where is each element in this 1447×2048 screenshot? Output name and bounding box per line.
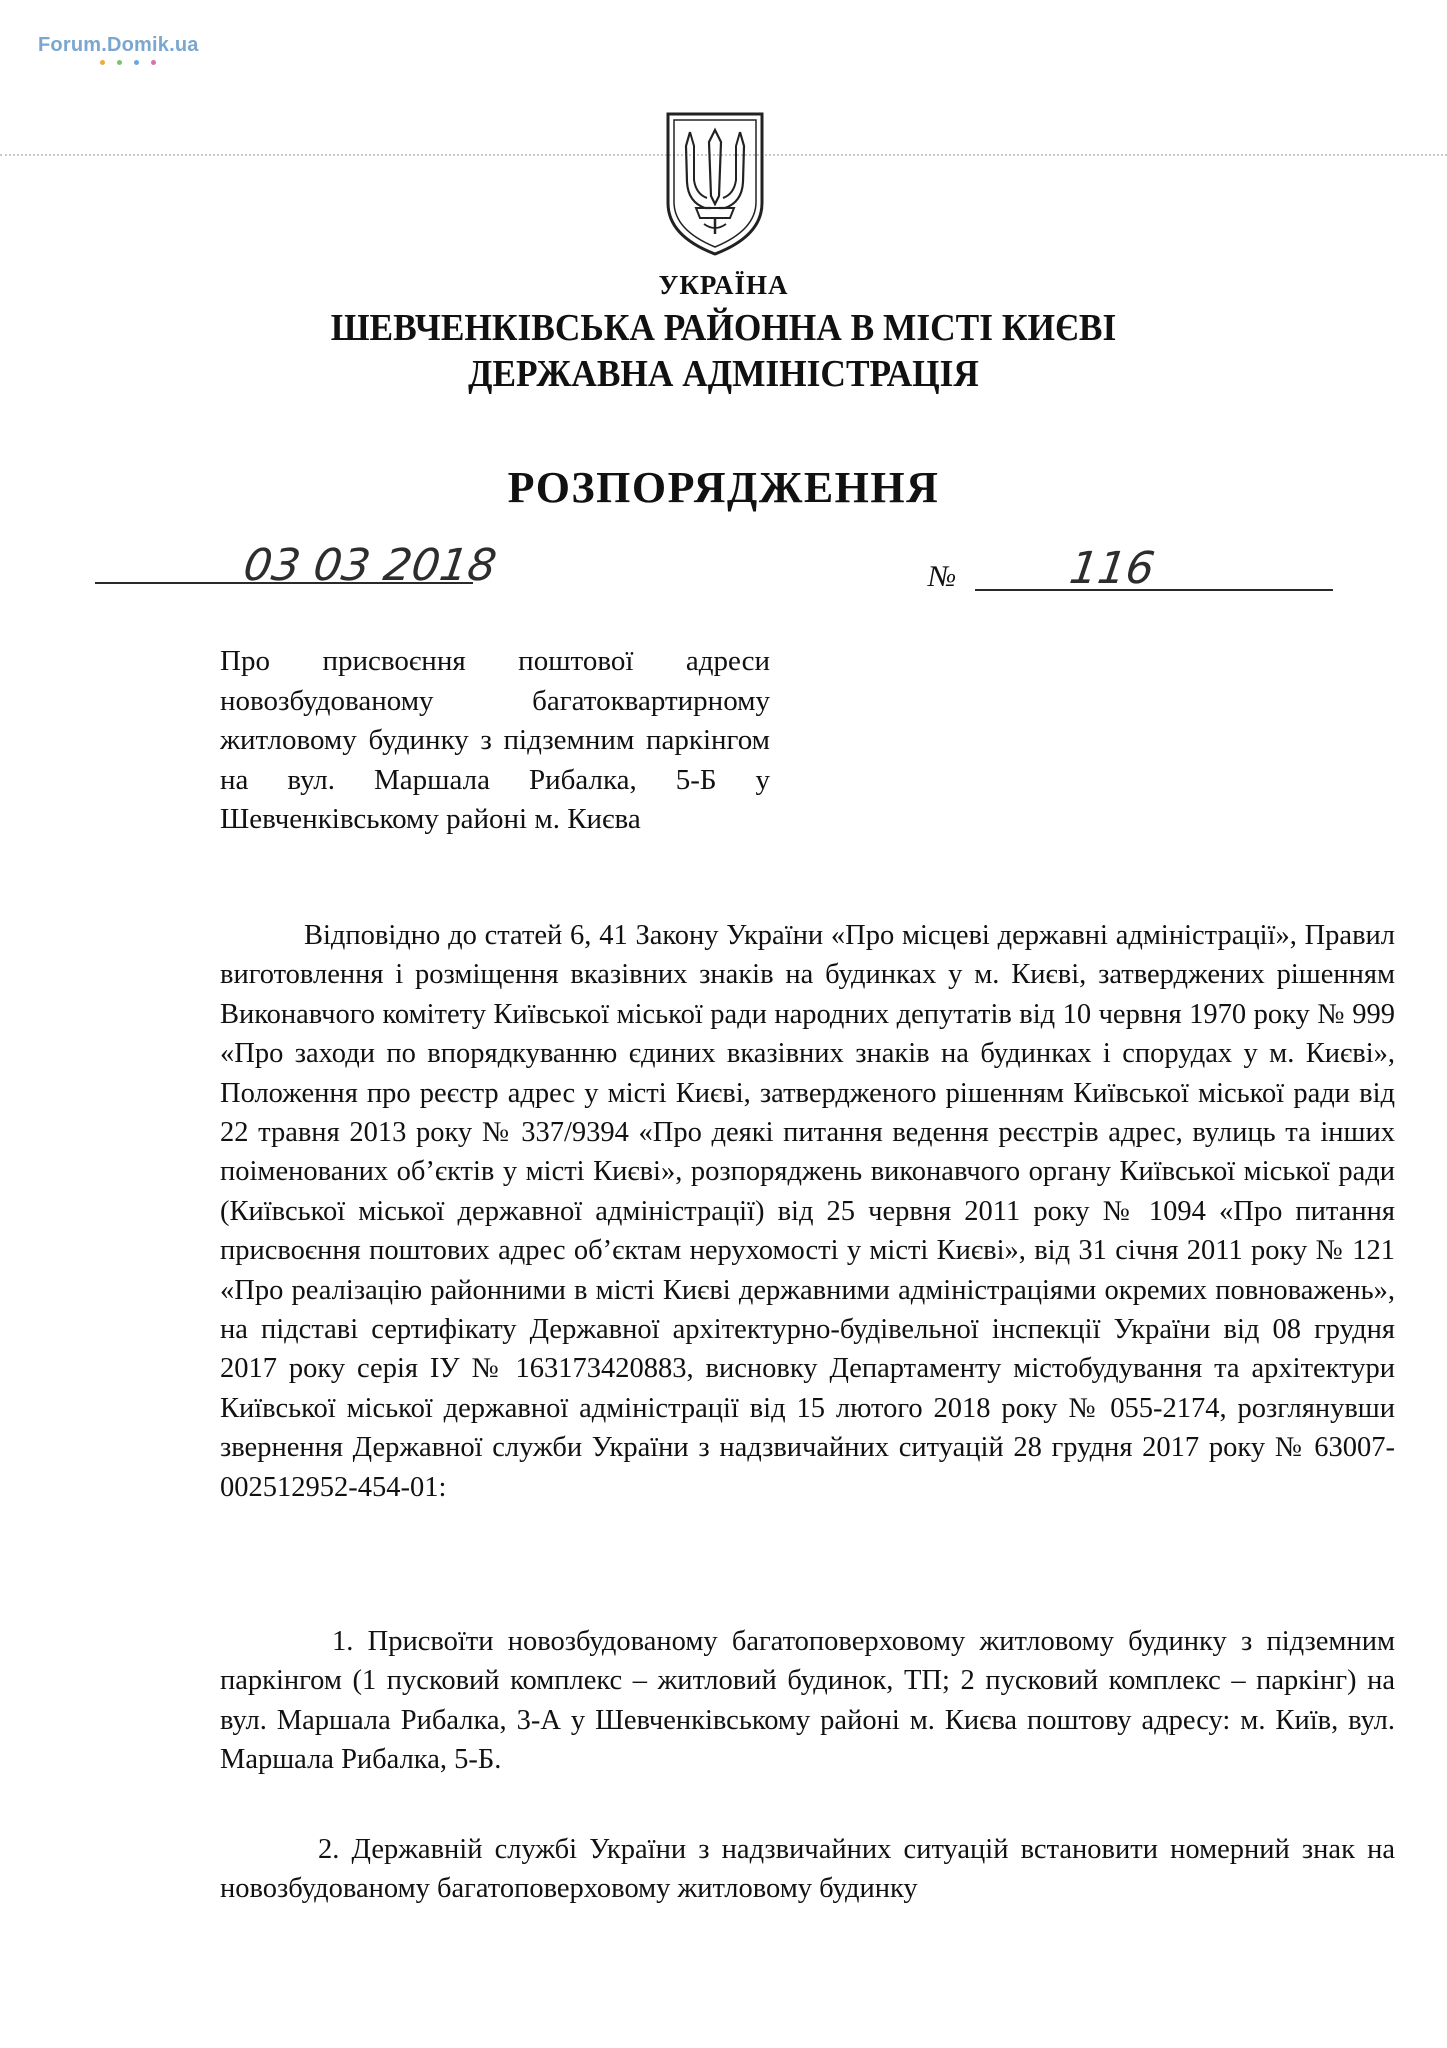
watermark-dots: [100, 60, 156, 65]
number-label: №: [928, 560, 957, 593]
document-subject: Про присвоєння поштової адреси новозбудованому багатоквартирному житловому будинку з підземним паркінгом на вул. Маршала Рибалка, 5-Б у Шевченківському районі м. Києва: [220, 645, 770, 835]
watermark-dot: [117, 60, 122, 65]
country-heading: УКРАЇНА: [658, 270, 789, 300]
watermark-dot: [151, 60, 156, 65]
preamble-paragraph: Відповідно до статей 6, 41 Закону України «Про місцеві державні адміністрації», Правил виготовлення і розміщення вказівних знаків на будинках у м. Києві, затверджених рішенням Виконавчого комітету Київської міської ради народних депутатів від 10 червня 1970 року № 999 «Про заходи по впорядкуванню єдиних вказівних знаків на будинках і спорудах у м. Києві», Положення про реєстр адрес у місті Києві, затвердженого рішенням Київської міської ради від 22 травня 2013 року № 337/9394 «Про деякі питання ведення реєстрів адрес, вулиць та інших поіменованих об’єктів у місті Києві», розпоряджень виконавчого органу Київської міської ради (Київської міської державної адміністрації) від 25 червня 2011 року № 1094 «Про питання присвоєння поштових адрес об’єктам нерухомості у місті Києві», від 31 січня 2011 року № 121 «Про реалізацію районними в місті Києві державними адміністраціями окремих повноважень», на підставі сертифікату Державної архітектурно-будівельної інспекції України від 08 грудня 2017 року серія ІУ № 163173420883, висновку Департаменту містобудування та архітектури Київської міської державної адміністрації від 15 лютого 2018 року № 055-2174, розглянувши звернення Державної служби України з надзвичайних ситуацій 28 грудня 2017 року № 63007-002512952-454-01:: [220, 920, 1395, 1503]
watermark-dot: [100, 60, 105, 65]
authority-heading-line1: ШЕВЧЕНКІВСЬКА РАЙОННА В МІСТІ КИЄВІ: [330, 307, 1117, 349]
trident-coat-of-arms-icon: [660, 108, 770, 258]
forum-watermark: Forum.Domik.ua: [38, 34, 199, 56]
authority-heading-line2: ДЕРЖАВНА АДМІНІСТРАЦІЯ: [468, 353, 979, 395]
handwritten-date: 03 03 2018: [240, 540, 500, 591]
clause-2: 2. Державній службі України з надзвичайних ситуацій встановити номерний знак на новозбудованому багатоповерховому житловому будинку: [220, 1834, 1395, 1905]
handwritten-number: 116: [1066, 543, 1158, 594]
document-type-title: РОЗПОРЯДЖЕННЯ: [507, 463, 940, 512]
clause-1: 1. Присвоїти новозбудованому багатоповерховому житловому будинку з підземним паркінгом (1 пусковий комплекс – житловий будинок, ТП; 2 пусковий комплекс – паркінг) на вул. Маршала Рибалка, 3-А у Шевченківському районі м. Києва поштову адресу: м. Київ, вул. Маршала Рибалка, 5-Б.: [220, 1626, 1395, 1776]
number-underline: [975, 589, 1333, 591]
date-underline: [95, 582, 473, 584]
watermark-dot: [134, 60, 139, 65]
